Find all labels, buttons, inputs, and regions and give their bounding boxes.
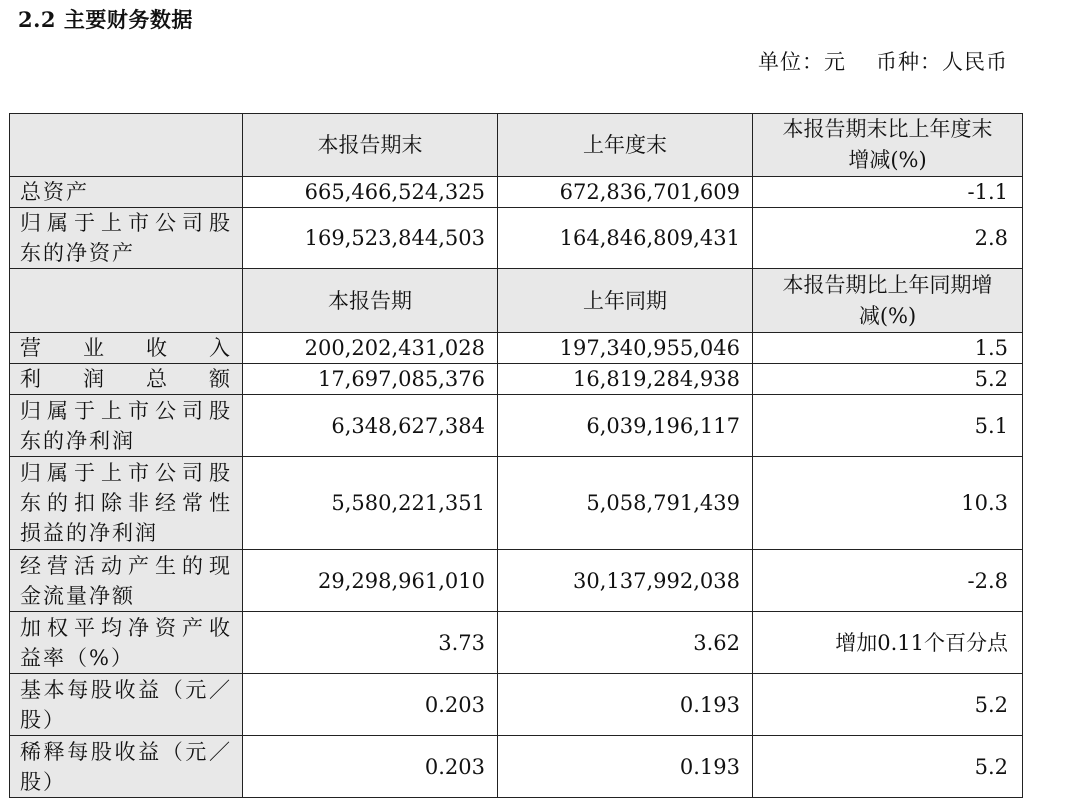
value-change: -1.1: [753, 177, 1023, 208]
value-change: 1.5: [753, 333, 1023, 364]
header-prior-period: 上年同期: [498, 269, 753, 333]
value-prior: 0.193: [498, 674, 753, 736]
table-row: [10, 550, 1023, 612]
row-label: 归属于上市公司股 东的净资产: [10, 208, 243, 269]
table-row: [10, 364, 1023, 395]
section-title: 2.2 主要财务数据: [18, 7, 193, 32]
row-label: 营业收入: [10, 333, 243, 364]
value-change: 2.8: [753, 208, 1023, 269]
unit-label: 单位：元: [758, 50, 846, 74]
value-current: 0.203: [243, 674, 498, 736]
header-row-1: [10, 114, 1023, 177]
table-row: [10, 208, 1023, 269]
value-prior: 3.62: [498, 612, 753, 674]
header-row-2: [10, 269, 1023, 333]
value-current: 665,466,524,325: [243, 177, 498, 208]
value-current: 29,298,961,010: [243, 550, 498, 612]
value-prior: 5,058,791,439: [498, 457, 753, 550]
value-change: 10.3: [753, 457, 1023, 550]
value-prior: 30,137,992,038: [498, 550, 753, 612]
value-change: 增加0.11个百分点: [753, 612, 1023, 674]
value-change: 5.1: [753, 395, 1023, 457]
value-prior: 672,836,701,609: [498, 177, 753, 208]
table-row: [10, 395, 1023, 457]
value-current: 0.203: [243, 736, 498, 798]
value-current: 3.73: [243, 612, 498, 674]
value-current: 17,697,085,376: [243, 364, 498, 395]
table-row: [10, 612, 1023, 674]
header-change-pct-1: 本报告期末比上年度末 增减(%): [753, 114, 1023, 177]
value-change: -2.8: [753, 550, 1023, 612]
table-row: [10, 674, 1023, 736]
table-row: [10, 177, 1023, 208]
value-prior: 164,846,809,431: [498, 208, 753, 269]
header-blank-cell: [10, 114, 243, 177]
value-change: 5.2: [753, 674, 1023, 736]
row-label: 加权平均净资产收 益率（%）: [10, 612, 243, 674]
currency-label: 币种：人民币: [876, 50, 1008, 74]
row-label: 经营活动产生的现 金流量净额: [10, 550, 243, 612]
value-prior: 0.193: [498, 736, 753, 798]
header-current-period: 本报告期: [243, 269, 498, 333]
row-label: 基本每股收益（元／ 股）: [10, 674, 243, 736]
value-current: 169,523,844,503: [243, 208, 498, 269]
value-current: 6,348,627,384: [243, 395, 498, 457]
row-label: 归属于上市公司股 东的净利润: [10, 395, 243, 457]
value-prior: 16,819,284,938: [498, 364, 753, 395]
unit-currency-line: [758, 46, 1008, 76]
value-current: 5,580,221,351: [243, 457, 498, 550]
table-row: [10, 736, 1023, 798]
table-row: [10, 457, 1023, 550]
value-change: 5.2: [753, 736, 1023, 798]
table-row: [10, 333, 1023, 364]
value-current: 200,202,431,028: [243, 333, 498, 364]
value-change: 5.2: [753, 364, 1023, 395]
header-blank-cell: [10, 269, 243, 333]
header-change-pct-2: 本报告期比上年同期增 减(%): [753, 269, 1023, 333]
row-label: 总资产: [10, 177, 243, 208]
value-prior: 6,039,196,117: [498, 395, 753, 457]
row-label: 利润总额: [10, 364, 243, 395]
value-prior: 197,340,955,046: [498, 333, 753, 364]
row-label: 稀释每股收益（元／ 股）: [10, 736, 243, 798]
header-period-end: 本报告期末: [243, 114, 498, 177]
row-label: 归属于上市公司股 东的扣除非经常性 损益的净利润: [10, 457, 243, 550]
financial-data-table: [9, 113, 1023, 798]
header-prior-year-end: 上年度末: [498, 114, 753, 177]
